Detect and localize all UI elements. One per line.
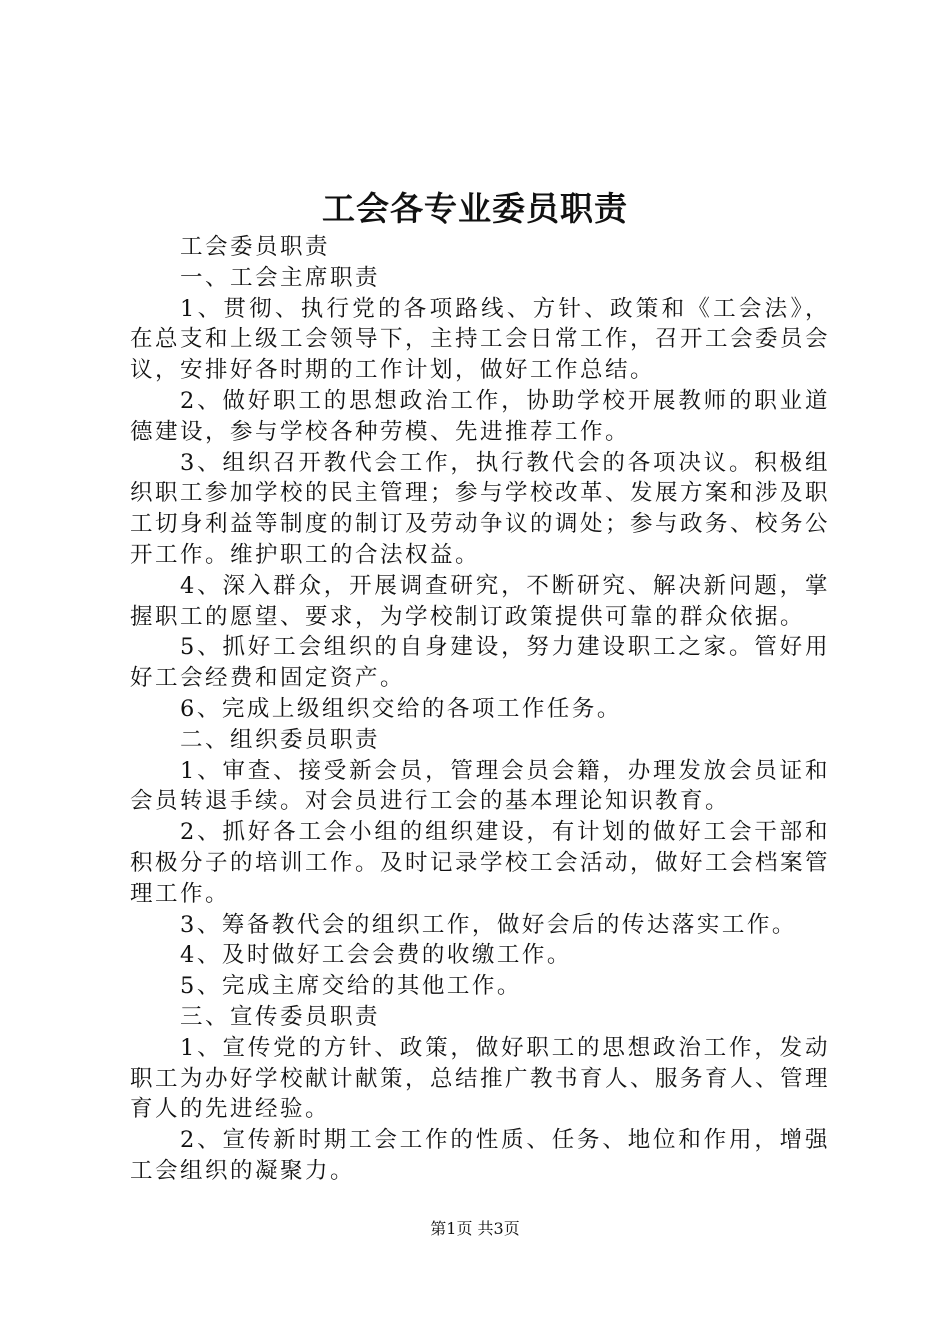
- document-body: [130, 232, 830, 1187]
- paragraph: 1、审查、接受新会员，管理会员会籍，办理发放会员证和会员转退手续。对会员进行工会的基本理论知识教育。: [130, 757, 830, 815]
- paragraph: 5、完成主席交给的其他工作。: [180, 973, 522, 1000]
- section-heading-organization: 二、组织委员职责: [180, 726, 381, 753]
- paragraph: 3、筹备教代会的组织工作，做好会后的传达落实工作。: [180, 911, 797, 938]
- section-heading-publicity: 三、宣传委员职责: [180, 1003, 381, 1030]
- document-title: 工会各专业委员职责: [322, 189, 628, 228]
- page-number-label: 第1页 共3页: [430, 1219, 520, 1238]
- section-heading-chairman: 一、工会主席职责: [180, 264, 381, 291]
- paragraph-heading: 工会委员职责: [180, 234, 331, 260]
- paragraph: 1、贯彻、执行党的各项路线、方针、政策和《工会法》，在总支和上级工会领导下，主持工会日常工作，召开工会委员会议，安排好各时期的工作计划，做好工作总结。: [130, 295, 831, 384]
- paragraph: 2、做好职工的思想政治工作，协助学校开展教师的职业道德建设，参与学校各种劳模、先进推荐工作。: [130, 387, 830, 445]
- page-footer: [0, 1217, 950, 1241]
- paragraph: 6、完成上级组织交给的各项工作任务。: [180, 695, 622, 722]
- paragraph: 2、宣传新时期工会工作的性质、任务、地位和作用，增强工会组织的凝聚力。: [130, 1127, 830, 1184]
- paragraph: 4、及时做好工会会费的收缴工作。: [180, 942, 572, 969]
- paragraph: 4、深入群众，开展调查研究，不断研究、解决新问题，掌握职工的愿望、要求，为学校制订政策提供可靠的群众依据。: [130, 572, 830, 630]
- paragraph: 3、组织召开教代会工作，执行教代会的各项决议。积极组织职工参加学校的民主管理；参与学校改革、发展方案和涉及职工切身利益等制度的制订及劳动争议的调处；参与政务、校务公开工作。维护职工的合法权益。: [130, 449, 831, 568]
- paragraph: 1、宣传党的方针、政策，做好职工的思想政治工作，发动职工为办好学校献计献策，总结推广教书育人、服务育人、管理育人的先进经验。: [130, 1034, 831, 1123]
- paragraph: 2、抓好各工会小组的组织建设，有计划的做好工会干部和积极分子的培训工作。及时记录学校工会活动，做好工会档案管理工作。: [130, 819, 831, 907]
- paragraph: 5、抓好工会组织的自身建设，努力建设职工之家。管好用好工会经费和固定资产。: [130, 634, 830, 692]
